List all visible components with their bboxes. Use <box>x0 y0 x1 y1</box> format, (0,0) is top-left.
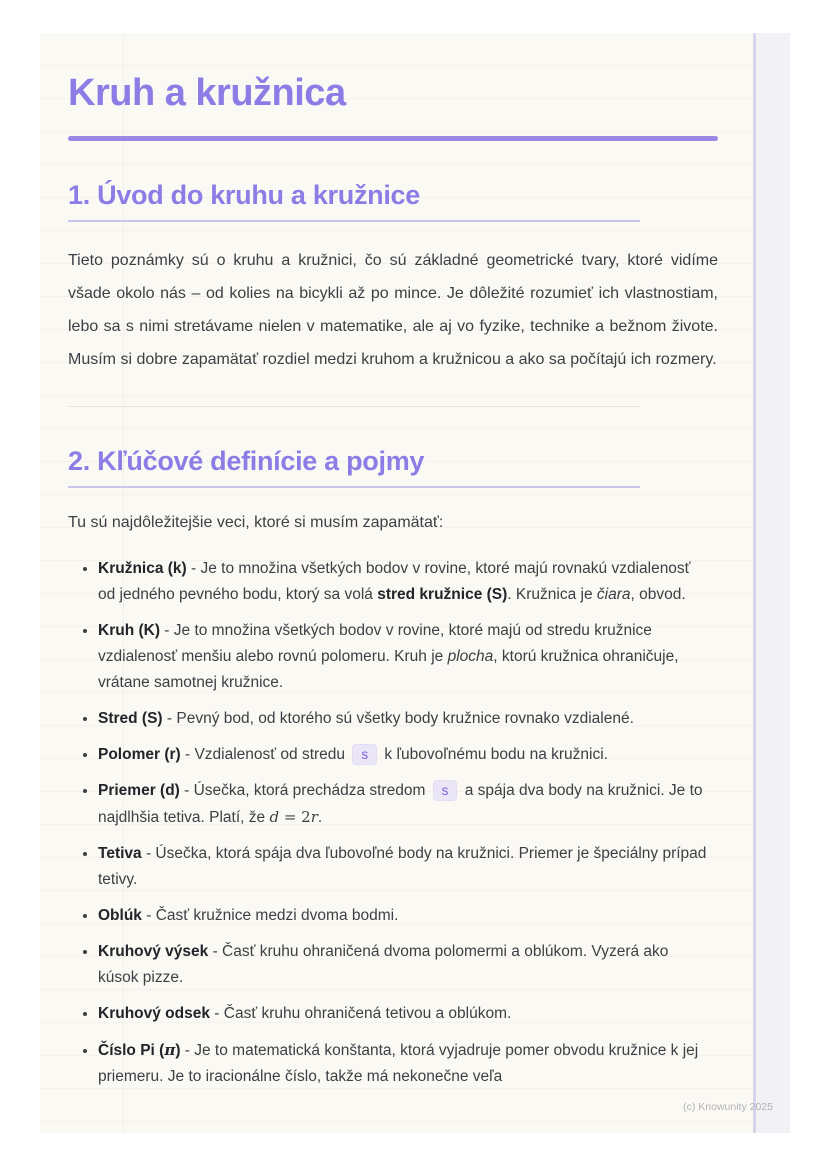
text-segment: . <box>317 809 323 826</box>
text-segment: Kruhový odsek <box>98 1005 210 1022</box>
text-segment: - Úsečka, ktorá spája dva ľubovoľné body na kružnici. Priemer je špeciálny prípad tetivy. <box>98 845 707 888</box>
center-point-badge: s <box>433 780 458 801</box>
section-2-underline-rule <box>68 486 640 488</box>
list-item <box>98 939 708 991</box>
text-segment: Polomer (r) <box>98 746 181 763</box>
text-segment: - Časť kružnice medzi dvoma bodmi. <box>141 907 399 924</box>
notes-content <box>68 33 718 1100</box>
list-item <box>98 841 708 893</box>
definitions-intro: Tu sú najdôležitejšie veci, ktoré si musím zapamätať: <box>68 514 444 531</box>
list-item <box>98 1037 708 1090</box>
text-segment: r <box>310 808 318 826</box>
list-item <box>98 903 708 929</box>
notes-page <box>40 33 790 1133</box>
text-segment: π <box>164 1041 176 1059</box>
section-1-paragraph: Tieto poznámky sú o kruhu a kružnici, čo sú základné geometrické tvary, ktoré vidíme všade okolo nás – od kolies na bicykli až po mince. Je dôležité rozumieť ich vlastnostiam, lebo sa s nimi stretávame nielen v matematike, ale aj vo fyzike, technike a bežnom živote. Musím si dobre zapamätať rozdiel medzi kruhom a kružnicou a ako sa počítajú ich rozmery. <box>68 252 718 368</box>
text-segment: . Kružnica je <box>507 586 597 603</box>
list-item <box>98 706 708 732</box>
center-point-badge: s <box>352 744 377 765</box>
text-segment: Oblúk <box>98 907 142 924</box>
text-segment: Stred (S) <box>98 710 163 727</box>
list-item <box>98 742 708 768</box>
page-title: Kruh a kružnica <box>68 72 346 114</box>
text-segment: Tetiva <box>98 845 142 862</box>
page-edge-strip <box>753 33 790 1133</box>
text-segment: čiara <box>596 586 631 603</box>
section-1-heading: 1. Úvod do kruhu a kružnice <box>68 180 420 210</box>
text-segment: Kruhový výsek <box>98 943 209 960</box>
text-segment: Kruh (K) <box>98 622 160 639</box>
title-underline-rule <box>68 136 718 141</box>
text-segment: d <box>269 808 280 826</box>
copyright-footer: (c) Knowunity 2025 <box>683 1101 773 1113</box>
text-segment: Číslo Pi ( <box>98 1042 165 1059</box>
definitions-list <box>68 556 708 1090</box>
section-1-underline-rule <box>68 220 640 222</box>
text-segment: - Vzdialenosť od stredu <box>180 746 350 763</box>
text-segment: - Pevný bod, od ktorého sú všetky body kružnice rovnako vzdialené. <box>162 710 634 727</box>
text-segment: plocha <box>447 648 494 665</box>
section-divider <box>68 406 640 407</box>
list-item <box>98 1001 708 1027</box>
text-segment: - Je to množina všetkých bodov v rovine, ktoré majú rovnakú vzdialenosť od jedného pevného bodu, ktorý sa volá <box>98 560 691 603</box>
text-segment: k ľubovoľnému bodu na kružnici. <box>380 746 608 763</box>
text-segment: a spája dva body na kružnici. Je to najdlhšia tetiva. Platí, že <box>98 782 703 826</box>
text-segment: - Úsečka, ktorá prechádza stredom <box>179 782 430 799</box>
list-item <box>98 618 708 696</box>
text-segment: = 2 <box>279 808 311 826</box>
text-segment: - Je to matematická konštanta, ktorá vyjadruje pomer obvodu kružnice k jej priemeru. Je to iracionálne číslo, takže má nekonečne veľa <box>98 1042 699 1085</box>
section-2-heading: 2. Kľúčové definície a pojmy <box>68 446 425 476</box>
text-segment: Priemer (d) <box>98 782 180 799</box>
text-segment: stred kružnice (S) <box>377 586 508 603</box>
text-segment: - Časť kruhu ohraničená dvoma polomermi a oblúkom. Vyzerá ako kúsok pizze. <box>98 943 669 986</box>
list-item <box>98 778 708 831</box>
text-segment: ) <box>175 1042 181 1059</box>
text-segment: , obvod. <box>630 586 686 603</box>
text-segment: Kružnica (k) <box>98 560 187 577</box>
text-segment: - Časť kruhu ohraničená tetivou a oblúkom. <box>209 1005 512 1022</box>
text-segment: - Je to množina všetkých bodov v rovine, ktoré majú od stredu kružnice vzdialenosť menšiu alebo rovnú polomeru. Kruh je <box>98 622 652 665</box>
text-segment: , ktorú kružnica ohraničuje, vrátane samotnej kružnice. <box>98 648 679 691</box>
list-item <box>98 556 708 608</box>
